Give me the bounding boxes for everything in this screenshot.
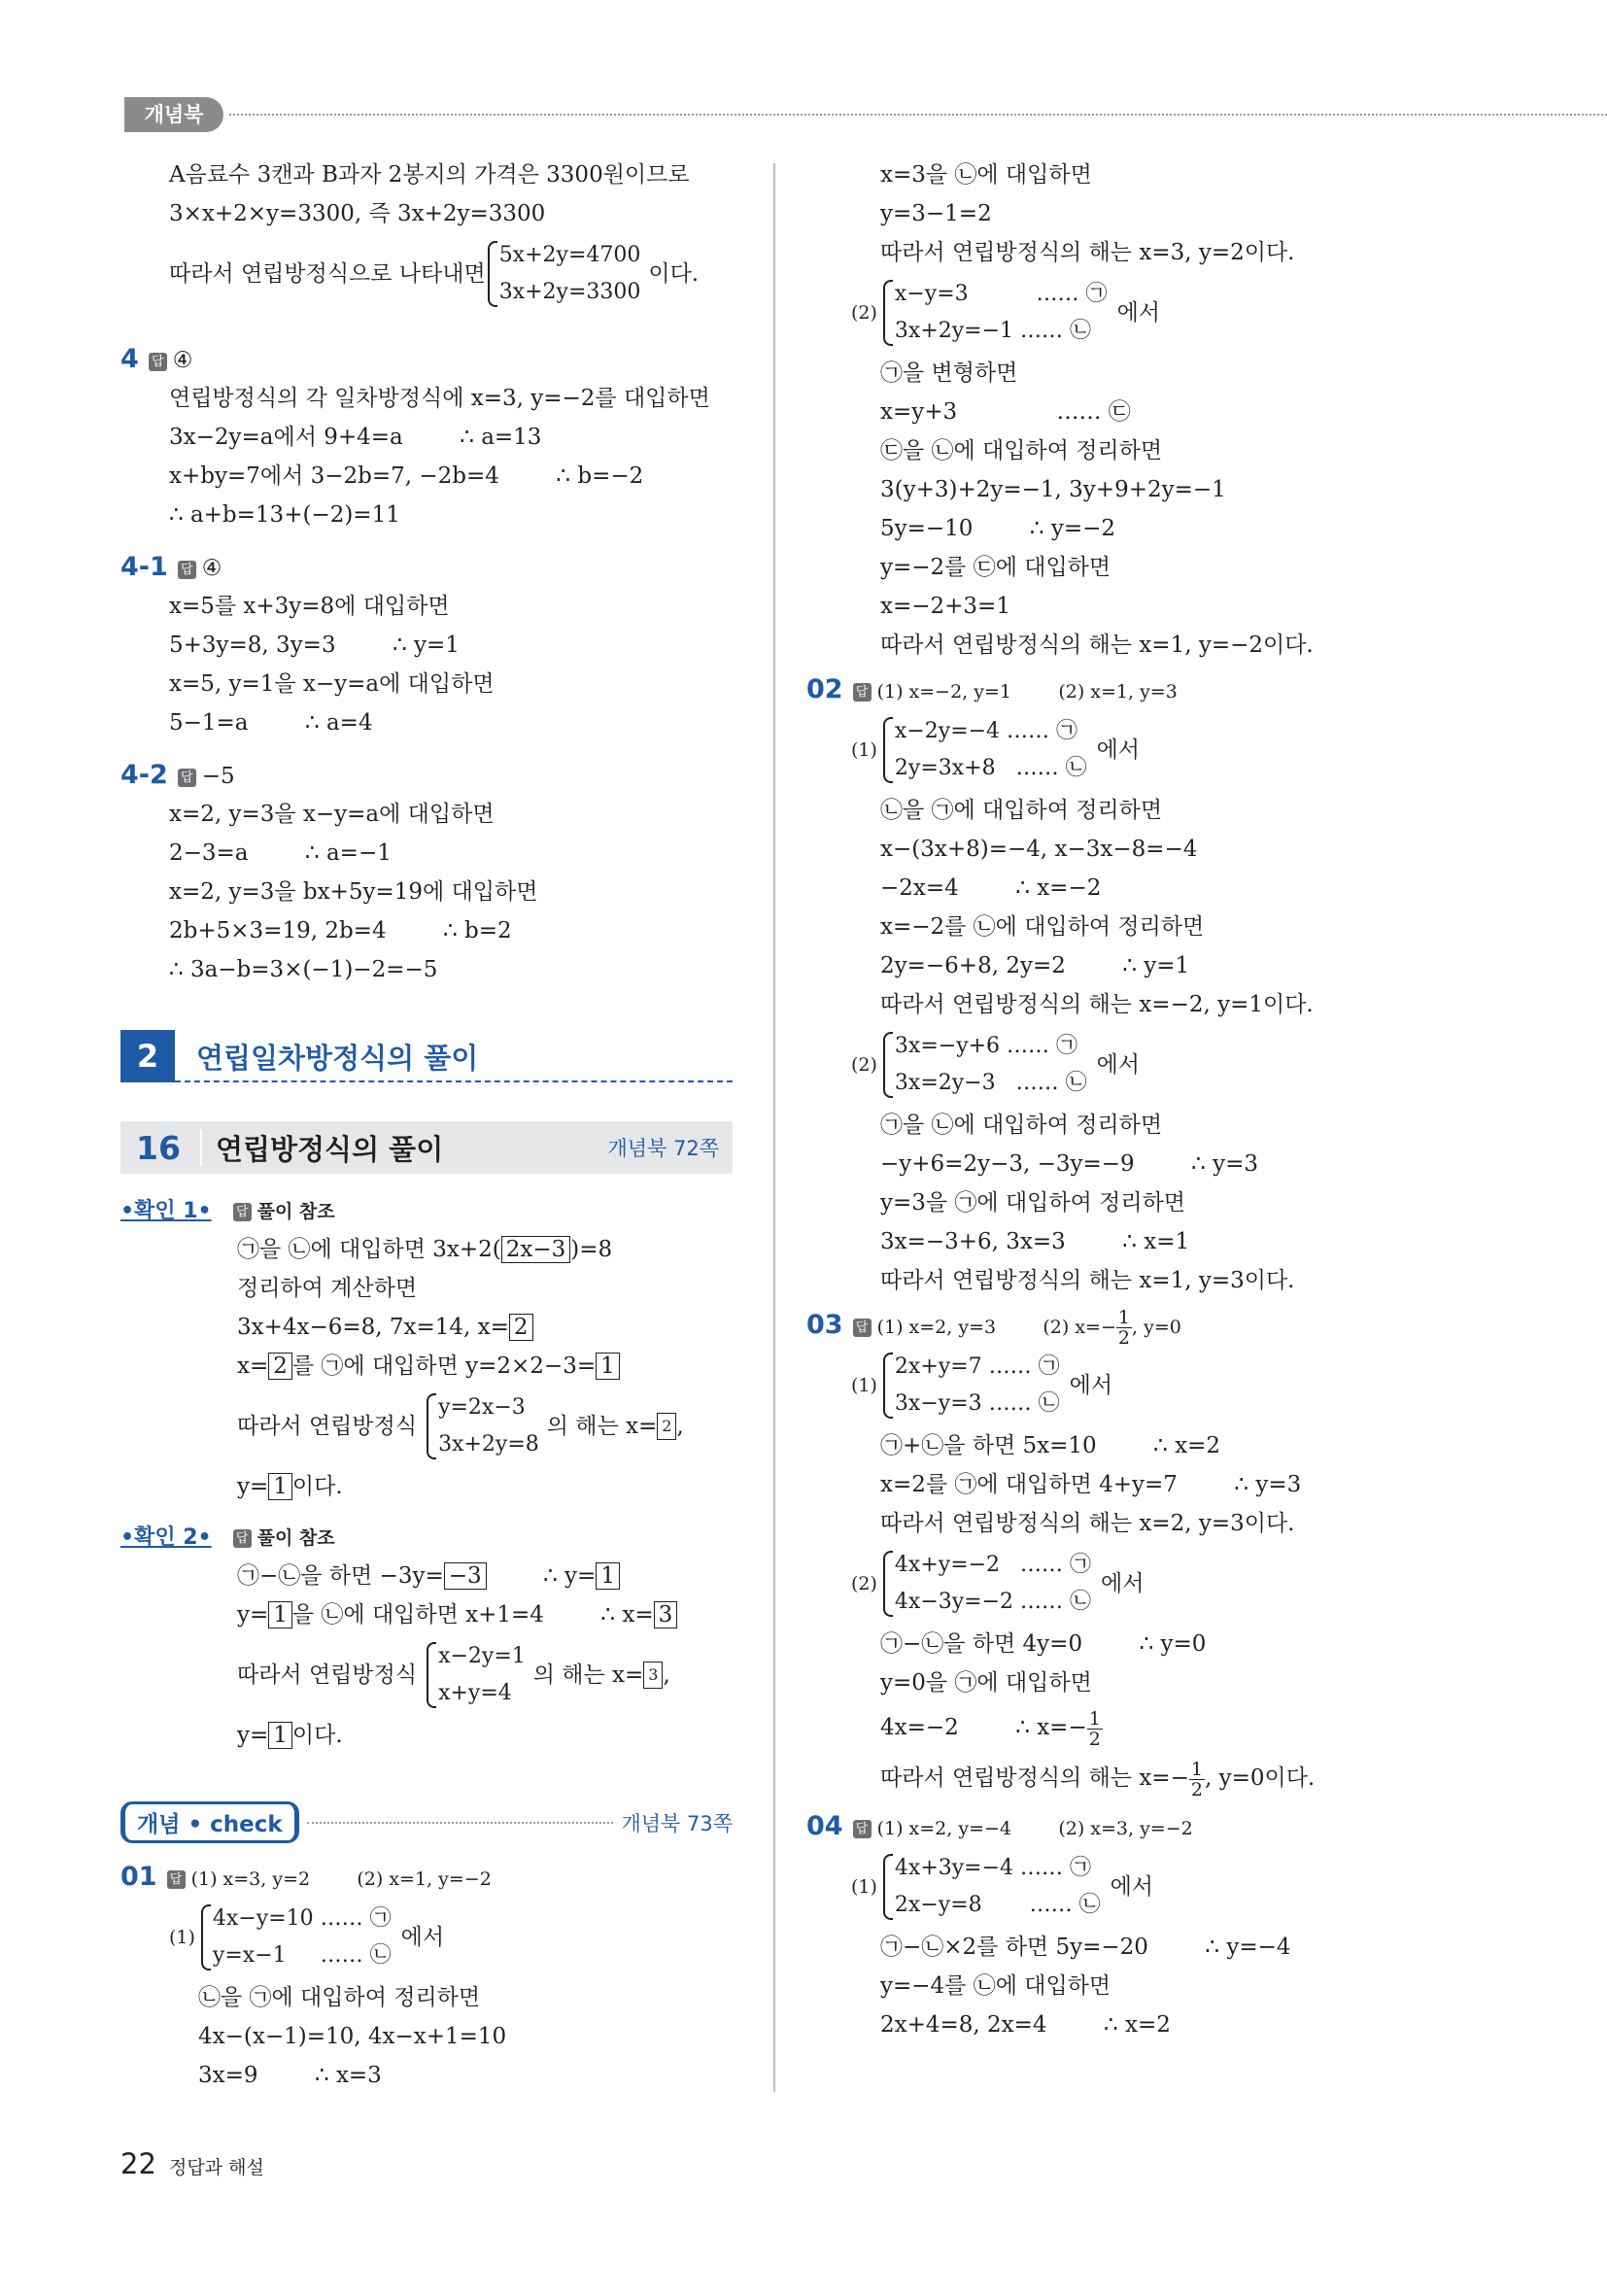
blank-box: 3 [654, 1601, 678, 1628]
answer-badge: 답 [178, 561, 196, 579]
blank-box: 2 [268, 1353, 292, 1380]
intro-system-row: 따라서 연립방정식으로 나타내면 5x+2y=4700 3x+2y=3300 이다. [169, 233, 742, 315]
blank-box: 2 [657, 1413, 676, 1440]
check-2: •확인 2• 답 풀이 참조 ㉠−㉡을 하면 −3y= −3 ∴ y= 1 y= 1 을 ㉡에 대입하면 x+1=4 ∴ x= 3 따라서 연립방정식 x−2y=1 x+y=4 의 해는 x= 3 , y= 1 이다. [120, 1518, 742, 1755]
concept-check-label: 개념 • check [120, 1801, 299, 1843]
left-column: A음료수 3캔과 B과자 2봉지의 가격은 3300원이므로 3×x+2×y=3300, 즉 3x+2y=3300 따라서 연립방정식으로 나타내면 5x+2y=4700 3x+2y=3300 이다. 4 답 ④ 연립방정식의 각 일차방정식에 x=3, y=−2를 대입하면 3x−2y=a에서 9+4=a ∴ a=13 x+by=7에서 3−2b=7, −2b=4 ∴ b=−2 ∴ a+b=13+(−2)=11 4-1 답 ④ x=5를 x+3y=8에 대입하면 5+3y=8, 3y=3 ∴ y=1 x=5, y=1을 x−y=a에 대입하면 5−1=a ∴ a=4 4-2 답 −5 x=2, y=3을 x−y=a에 대입하면 2−3=a ∴ a=−1 x=2, y=3을 bx+5y=19에 대입하면 2b+5×3=19, 2b=4 ∴ b=2 ∴ 3a−b=3×(−1)−2=−5 [120, 155, 742, 989]
blank-box: 1 [268, 1473, 292, 1500]
problem-4-1-header: 4-1 답 ④ [120, 552, 222, 582]
page-number: 22 [120, 2147, 156, 2180]
intro-line: 3×x+2×y=3300, 즉 3x+2y=3300 [169, 201, 546, 226]
right-column: x=3을 ㉡에 대입하면 y=3−1=2 따라서 연립방정식의 해는 x=3, y=2이다. (2) x−y=3 …… ㉠ 3x+2y=−1 …… ㉡ 에서 ㉠을 변형하면 x=y+3 …… ㉢ ㉢을 ㉡에 대입하여 정리하면 3(y+3)+2y=−1, 3y+9+2y=−1 5y=−10 ∴ y=−2 y=−2를 ㉢에 대입하면 x=−2+3=1 따라서 연립방정식의 해는 x=1, y=−2이다. 02 답 (1) x=−2, y=1 (2) x=1, y=3 (1) x−2y=−4 …… ㉠ 2y=3x+8 …… ㉡ 에서 ㉡을 ㉠에 대입하여 정리하면 x−(3x+8)=−4, x−3x−8=−4 −2x=4 ∴ x=−2 x=−2를 ㉡에 대입하여 정리하면 2y=−6+8, 2y=2 ∴ y=1 따라서 연립방정식의 해는 x=−2, y=1이다. (2) 3x=−y+6 …… ㉠ 3x=2y−3 …… ㉡ 에서 ㉠을 ㉡에 대입하여 정리하면 −y+6=2y−3, −3y=−9 ∴ y=3 y=3을 ㉠에 대입하여 정리하면 3x=−3+6, 3x=3 ∴ x=1 따라서 연립방정식의 해는 x=1, y=3이다. 03 답 (1) x=2, y=3 (2) x=− $\frac{1}{2}$ , y=0 (1) 2x+y=7 …… ㉠ 3x−y=3 …… ㉡ 에서 ㉠+㉡을 하면 5x=10 ∴ x=2 x=2를 ㉠에 대입하면 4+y=7 ∴ y=3 따라서 연립방정식의 해는 x=2, y=3이다. (2) 4x+y=−2 …… ㉠ 4x−3y=−2 …… ㉡ 에서 ㉠−㉡을 하면 4y=0 ∴ y=0 y=0을 ㉠에 대입하면 4x=−2 ∴ x=− $\frac{1}{2}$ 따라서 연립방정식의 해는 x=− $\frac{1}{2}$ , y=0이다. 04 답 (1) x=2, y=−4 (2) x=3, y=−2 (1) 4x+3y=−4 …… ㉠ 2x−y=8 …… ㉡ 에서 ㉠−㉡×2를 하면 5y=−20 ∴ y=−4 y=−4를 ㉡에 대입하면 2x+4=8, 2x=4 ∴ x=2 [806, 155, 1487, 2044]
equation-system: 4x+y=−2 …… ㉠ 4x−3y=−2 …… ㉡ [881, 1547, 1091, 1621]
equation-system: x−2y=1 x+y=4 [425, 1638, 526, 1712]
blank-box: 2 [509, 1314, 533, 1341]
blank-box: 1 [596, 1562, 620, 1590]
blank-box: 1 [268, 1722, 292, 1749]
answer-badge: 답 [853, 1319, 872, 1337]
answer-badge: 답 [167, 1870, 186, 1889]
problem-4-header: 4 답 ④ [120, 344, 193, 374]
equation-system: 5x+2y=4700 3x+2y=3300 [486, 237, 641, 311]
equation-system: 3x=−y+6 …… ㉠ 3x=2y−3 …… ㉡ [881, 1028, 1087, 1102]
intro-line: A음료수 3캔과 B과자 2봉지의 가격은 3300원이므로 [169, 162, 690, 188]
check-2-label: •확인 2• [120, 1525, 212, 1550]
blank-box: 1 [596, 1353, 620, 1380]
section-2-rule [175, 1080, 733, 1082]
equation-system: 2x+y=7 …… ㉠ 3x−y=3 …… ㉡ [881, 1349, 1060, 1422]
equation-system: 4x−y=10 …… ㉠ y=x−1 …… ㉡ [199, 1901, 392, 1974]
equation-system: x−y=3 …… ㉠ 3x+2y=−1 …… ㉡ [881, 276, 1108, 350]
section-number: 2 [120, 1030, 175, 1082]
check-1: •확인 1• 답 풀이 참조 ㉠을 ㉡에 대입하면 3x+2( 2x−3 )=8 정리하여 계산하면 3x+4x−6=8, 7x=14, x= 2 x= 2 를 ㉠에 대입하면 y=2×2−3= 1 따라서 연립방정식 y=2x−3 3x+2y=8 의 해는 x= 2 , y= 1 이다. [120, 1199, 684, 1499]
problem-02-header: 02 답 (1) x=−2, y=1 (2) x=1, y=3 [806, 674, 1178, 704]
answer-badge: 답 [853, 1820, 872, 1838]
topic-title: 연립방정식의 풀이 [216, 1132, 444, 1166]
answer-badge: 답 [853, 683, 872, 702]
concept-check-bar [120, 1801, 733, 1843]
topic-16-bar [120, 1121, 733, 1174]
page-reference: 개념북 73쪽 [621, 1811, 733, 1835]
equation-system: 4x+3y=−4 …… ㉠ 2x−y=8 …… ㉡ [881, 1850, 1101, 1924]
problem-4-2-header: 4-2 답 −5 [120, 760, 235, 790]
section-title: 연립일차방정식의 풀이 [196, 1041, 479, 1075]
topic-number: 16 [136, 1128, 181, 1167]
problem-04-header: 04 답 (1) x=2, y=−4 (2) x=3, y=−2 [806, 1811, 1193, 1841]
problem-01: 01 답 (1) x=3, y=2 (2) x=1, y=−2 (1) 4x−y=10 …… ㉠ y=x−1 …… ㉡ 에서 ㉡을 ㉠에 대입하여 정리하면 4x−(x−1)=10, 4x−x+1=10 3x=9 ∴ x=3 [120, 1862, 507, 2088]
problem-03-header: 03 답 (1) x=2, y=3 (2) x=− $\frac{1}{2}$ , y=0 [806, 1306, 1181, 1349]
answer-badge: 답 [233, 1203, 252, 1221]
book-tab: 개념북 [124, 97, 223, 132]
page-reference: 개념북 72쪽 [607, 1137, 719, 1160]
page-footer [120, 2147, 264, 2180]
column-divider [773, 163, 775, 2092]
blank-box: 2x−3 [501, 1236, 571, 1263]
equation-system: x−2y=−4 …… ㉠ 2y=3x+8 …… ㉡ [881, 713, 1087, 787]
equation-system: y=2x−3 3x+2y=8 [425, 1389, 539, 1463]
section-2-heading [120, 1030, 478, 1082]
answer-badge: 답 [233, 1529, 252, 1548]
blank-box: 3 [643, 1662, 663, 1689]
blank-box: 1 [268, 1601, 292, 1628]
check-1-label: •확인 1• [120, 1199, 212, 1223]
footer-label: 정답과 해설 [169, 2157, 264, 2178]
answer-badge: 답 [178, 769, 196, 787]
header-rule [229, 114, 1607, 116]
blank-box: −3 [444, 1562, 487, 1590]
answer-badge: 답 [149, 353, 167, 371]
